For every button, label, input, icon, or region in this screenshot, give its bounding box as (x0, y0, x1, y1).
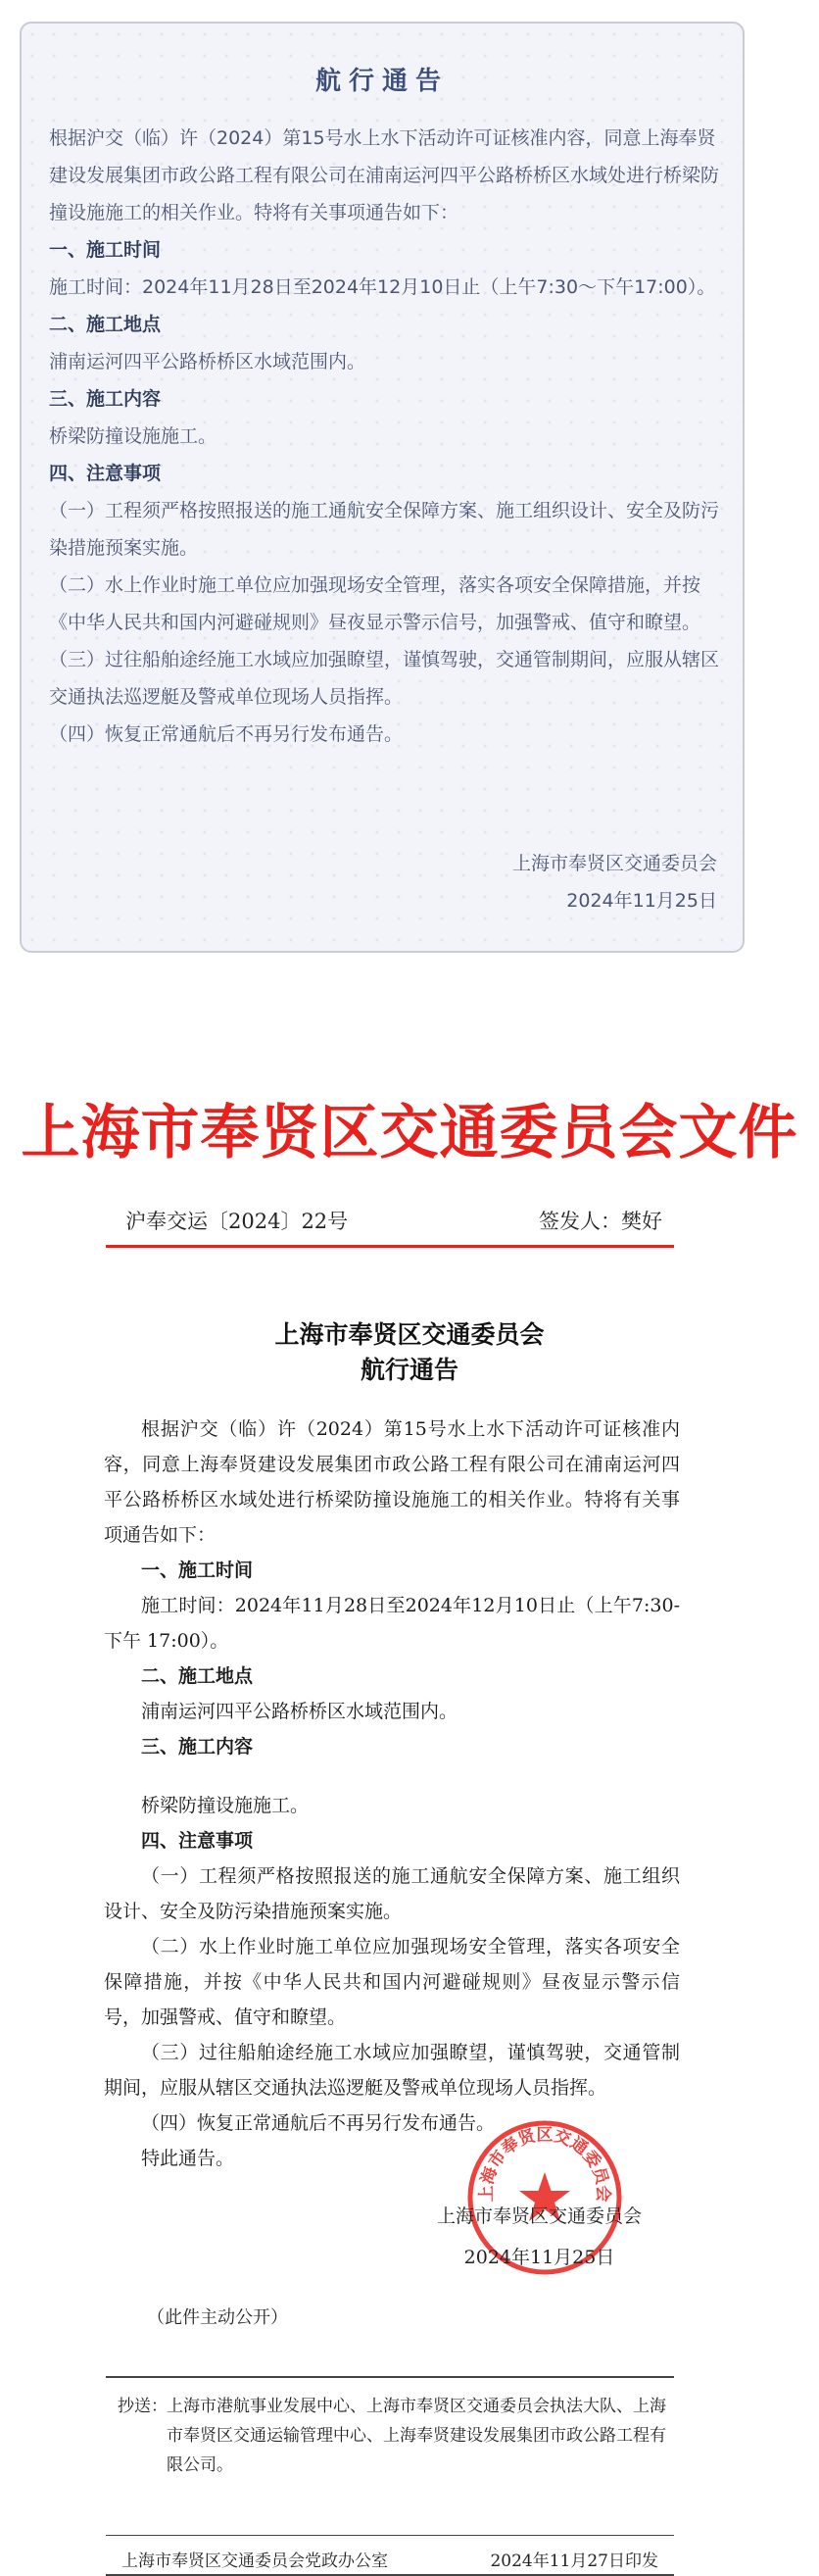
document-intro: 根据沪交（临）许（2024）第15号水上水下活动许可证核准内容，同意上海奉贤建设发展集团市政公路工程有限公司在浦南运河四平公路桥桥区水域处进行桥梁防撞设施施工的相关作业。特将有关事项通告如下： (104, 1418, 680, 1546)
section-text: 施工时间：2024年11月28日至2024年12月10日止（上午7:30-下午 17:00）。 (104, 1595, 680, 1652)
footer-office: 上海市奉贤区交通委员会党政办公室 (121, 2551, 388, 2571)
section-text: 施工时间：2024年11月28日至2024年12月10日止（上午7:30～下午17:00）。 (49, 276, 716, 298)
section-heading: 四、注意事项 (49, 463, 162, 484)
cc-top-rule (106, 2376, 674, 2378)
document-red-header: 上海市奉贤区交通委员会文件 (21, 1099, 798, 1167)
note-item: （一）工程须严格按照报送的施工通航安全保障方案、施工组织设计、安全及防污染措施预案实施。 (104, 1865, 680, 1922)
section-text: 浦南运河四平公路桥桥区水域范围内。 (141, 1701, 458, 1722)
section-text: 桥梁防撞设施施工。 (49, 425, 217, 447)
seal-text: 上海市奉贤区交通委员会 (476, 2125, 613, 2203)
document-body (104, 1412, 680, 2176)
footer-date: 2024年11月27日印发 (490, 2551, 658, 2571)
note-item: （四）恢复正常通航后不再另行发布通告。 (49, 723, 404, 745)
section-heading: 二、施工地点 (141, 1665, 254, 1687)
cc-block (118, 2392, 666, 2480)
document-sign-org: 上海市奉贤区交通委员会 (437, 2205, 643, 2227)
document-title: 航行通告 (360, 1356, 458, 1384)
cc-recipients: 上海市港航事业发展中心、上海市奉贤区交通委员会执法大队、上海市奉贤区交通运输管理中心、上海奉贤建设发展集团市政公路工程有限公司。 (167, 2397, 666, 2475)
note-item: （三）过往船舶途经施工水域应加强瞭望，谨慎驾驶，交通管制期间，应服从辖区交通执法巡逻艇及警戒单位现场人员指挥。 (104, 2042, 680, 2099)
section-heading: 一、施工时间 (141, 1560, 254, 1581)
section-heading: 二、施工地点 (49, 314, 162, 335)
notice-title: 航行通告 (314, 67, 449, 96)
notice-signature-org: 上海市奉贤区交通委员会 (511, 853, 717, 874)
official-document (0, 1039, 819, 2571)
section-heading: 一、施工时间 (49, 239, 162, 261)
section-heading: 三、施工内容 (141, 1736, 254, 1758)
notice-signature-date: 2024年11月25日 (566, 890, 717, 912)
document-sign-date: 2024年11月25日 (463, 2247, 615, 2268)
note-item: （三）过往船舶途经施工水域应加强瞭望，谨慎驾驶，交通管制期间，应服从辖区交通执法巡逻艇及警戒单位现场人员指挥。 (49, 649, 720, 708)
red-divider (106, 1245, 674, 1248)
note-item: （二）水上作业时施工单位应加强现场安全管理，落实各项安全保障措施，并按《中华人民共和国内河避碰规则》昼夜显示警示信号，加强警戒、值守和瞭望。 (49, 574, 701, 633)
notice-intro: 根据沪交（临）许（2024）第15号水上水下活动许可证核准内容，同意上海奉贤建设发展集团市政公路工程有限公司在浦南运河四平公路桥桥区水域处进行桥梁防撞设施施工的相关作业。特将有关事项通告如下： (49, 127, 720, 223)
section-text: 浦南运河四平公路桥桥区水域范围内。 (49, 351, 366, 372)
notice-card (20, 22, 745, 953)
cc-label: 抄送： (118, 2397, 168, 2416)
footer-top-rule (106, 2535, 674, 2536)
notice-body (49, 120, 725, 753)
document-title-org: 上海市奉贤区交通委员会 (274, 1320, 545, 1349)
document-number: 沪奉交运〔2024〕22号 (125, 1210, 349, 1233)
section-heading: 四、注意事项 (141, 1830, 254, 1852)
document-signer: 签发人：樊好 (539, 1210, 662, 1233)
note-item: （二）水上作业时施工单位应加强现场安全管理，落实各项安全保障措施，并按《中华人民共和国内河避碰规则》昼夜显示警示信号，加强警戒、值守和瞭望。 (104, 1936, 680, 2028)
spacer (104, 1764, 680, 1788)
closing-text: 特此通告。 (141, 2148, 235, 2169)
notice-signature (512, 845, 717, 919)
section-text: 桥梁防撞设施施工。 (141, 1795, 310, 1816)
public-note: （此件主动公开） (147, 2307, 288, 2328)
note-item: （一）工程须严格按照报送的施工通航安全保障方案、施工组织设计、安全及防污染措施预案实施。 (49, 500, 720, 559)
section-heading: 三、施工内容 (49, 388, 162, 410)
document-signature (437, 2196, 642, 2278)
note-item: （四）恢复正常通航后不再另行发布通告。 (141, 2112, 496, 2134)
